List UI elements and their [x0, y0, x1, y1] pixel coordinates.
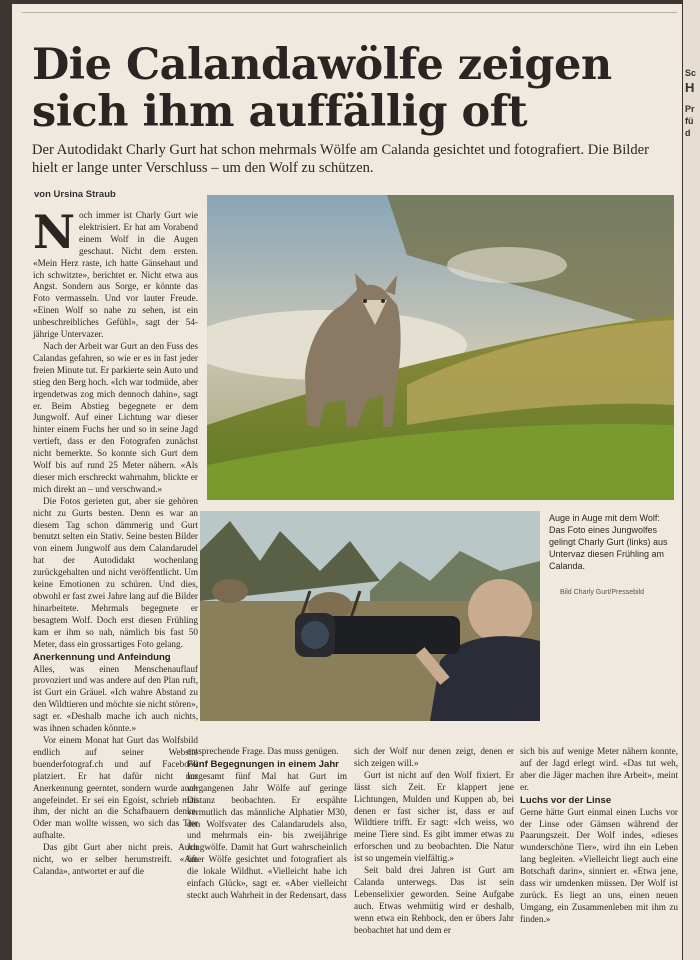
col2-paragraph-2: Insgesamt fünf Mal hat Gurt im vergangenen Jahr Wölfe auf geringe Distanz beobachten. Er erspähte vermutlich das männliche Alphatier M30, den Wolfsvater des Calandarudels also, und mehrmals ein- bis zweijährige Jungwölfe. Damit hat Gurt wahrscheinlich öfter Wölfe gesichtet und fotografiert als die lokale Wildhut. «Vielleicht habe ich einfach Glück», sagt er. «Aber vielleicht steckt auch Wahrheit in der Redensart, dass: [187, 770, 347, 900]
headline-line-2: sich ihm auffällig oft: [32, 87, 528, 137]
article-column-3: [354, 746, 514, 937]
col3-paragraph-2: Gurt ist nicht auf den Wolf fixiert. Er lässt sich Zeit. Er klappert jene Lichtungen, Mulden und Kuppen ab, bei denen er fast sicher ist, dass er auf Wildtiere trifft. Er sagt: «Ich weiss, wo meine Tiere sind. Es gibt immer etwas zu erforschen und zu beobachten. Die Natur ist so ungemein vielfältig.»: [354, 769, 514, 864]
photographer-image: [200, 511, 540, 721]
subheading-anerkennung: Anerkennung und Anfeindung: [33, 651, 171, 663]
edge-text-5: d: [685, 128, 691, 138]
col3-paragraph-1: sich der Wolf nur denen zeigt, denen er sich zeigen will.»: [354, 746, 514, 768]
photo-caption: Auge in Auge mit dem Wolf: Das Foto eines Jungwolfes gelingt Charly Gurt (links) aus Untervaz diesen Frühling am Calanda.: [549, 513, 668, 571]
lead-paragraph: Der Autodidakt Charly Gurt hat schon mehrmals Wölfe am Calanda gesichtet und fotografiert. Die Bilder hielt er lange unter Verschluss – um den Wolf zu schützen.: [32, 142, 649, 176]
article-column-2: [187, 746, 347, 902]
article-column-4: [520, 746, 678, 926]
edge-text-4: fü: [685, 116, 694, 126]
col4-paragraph-2: Gerne hätte Gurt einmal einen Luchs vor der Linse oder Gämsen während der Paarungszeit. Der Wolf indes, «dieses wunderschöne Tier», wird ihn ein Leben lang begleiten. «Vielleicht liegt auch eine Botschaft darin», sinniert er. «Etwa jene, dass wir umdenken müssen. Der Wolf ist zurück. Es liegt an uns, einen neuen Umgang, ein Zusammenleben mit ihm zu finden.»: [520, 806, 678, 924]
paragraph-1: [33, 205, 198, 341]
drop-cap: N: [33, 205, 76, 259]
col4-paragraph-1: sich bis auf wenige Meter nähern konnte, auf der Jagd erlegt wird. «Das tut weh, aber die Jäger machen ihre Arbeit», meint er.: [520, 746, 678, 792]
paragraph-4: Alles, was einen Menschenauflauf provoziert und was andere auf den Plan ruft, ist Gurt ein Gräuel. «Ich wahre Abstand zu den Wildtieren und möchte sie nicht stören», sagt er. «Deshalb mache ich auch nichts, was ihnen schaden könnte.»: [33, 663, 198, 734]
col2-paragraph-1: entsprechende Frage. Das muss genügen.: [187, 746, 339, 756]
edge-text-2: H: [685, 80, 695, 95]
photographer-photo: [200, 511, 540, 721]
edge-text-1: Sc: [685, 68, 697, 78]
paragraph-3: Die Fotos gerieten gut, aber sie gehören nicht zu Gurts besten. Denn es war an diesem Tag schon dämmerig und Gurt benutzt selten ein Stativ. Seine besten Bilder von einem Jungwolf aus dem Calandarudel hat der Autodidakt wochenlang zurückgehalten und nicht veröffentlicht. Um keine Emotionen zu schüren. Und dies, obwohl er fast zwei Jahre lang auf die Bilder hinarbeitete. Mehrmals begegnete er besagtem Wolf. Doch erst diesen Frühling kam er ihm so nah, nämlich bis fast 50 Meter, dass ein grossartiges Foto gelang.: [33, 495, 198, 649]
wolf-image: [207, 195, 674, 500]
paragraph-5: Vor einem Monat hat Gurt das Wolfsbild endlich auf seiner Website buenderfotograf.ch und auf Facebook platziert. Er hat dafür nicht nur Anerkennung geerntet, sondern wurde auch angefeindet. Er sei ein Egoist, schrieb man ihm, der nicht an die Schafbauern denke. Oder man wollte wissen, wo sich das Tier aufhalte.: [33, 734, 198, 841]
paragraph-1-text: och immer ist Charly Gurt wie elektrisiert. Er hat am Vorabend einem Wolf in die Augen geschaut. Nicht dem ersten. «Mein Herz raste, ich hatte Gänsehaut und ich schwitzte», berichtet er. Nicht etwa aus Angst. Sondern aus Sorge, er könnte das Foto vermasseln. Und vor lauter Freude. «Einen Wolf so nahe zu sehen, ist ein unbeschreibliches Gefühl», sagt der 54-jährige Untervazer.: [33, 210, 198, 340]
paragraph-6: Das gibt Gurt aber nicht preis. Auch nicht, wo er selber herumstreift. «Am Calanda», antwortet er auf die: [33, 842, 198, 876]
byline: von Ursina Straub: [34, 189, 116, 200]
col3-paragraph-3: Seit bald drei Jahren ist Gurt am Calanda unterwegs. Das ist sein Lebenselixier geworden. Seine Aufgabe auch. Etwas wehmütig wird er deshalb, wenn etwa ein Rehbock, den er übers Jahr beobachtet hat und dem er: [354, 865, 514, 935]
article-column-1: [33, 205, 198, 955]
subheading-begegnungen: Fünf Begegnungen in einem Jahr: [187, 758, 339, 770]
subheading-luchs: Luchs vor der Linse: [520, 794, 612, 806]
headline-line-1: Die Calandawölfe zeigen: [32, 40, 612, 90]
wolf-photo: [207, 195, 674, 500]
photo-credit: Bild Charly Gurt/Pressebild: [560, 589, 645, 596]
paragraph-2: Nach der Arbeit war Gurt an den Fuss des Calandas gefahren, so wie er es in fast jeder freien Minute tut. Er parkierte sein Auto und stieg den Berg hoch. «Ich war todmüde, aber irgendetwas zog mich dennoch dahin», sagt er. Beim Abstieg begegnete er dem Jungwolf. Auf einer Lichtung war dieser hinter einem Fuchs her und so in seine Jagd vertieft, dass er den Fotografen zunächst nicht bemerkte. So konnte sich Gurt dem Wolf bis auf rund 25 Meter nähern. «Als dieser mich erschreckt wahrnahm, blickte er mich direkt an – und verschwand.»: [33, 340, 198, 494]
adjacent-page-edge: [683, 0, 700, 960]
headline: [32, 42, 652, 136]
edge-text-3: Pr: [685, 104, 695, 114]
top-rule: [22, 12, 677, 13]
